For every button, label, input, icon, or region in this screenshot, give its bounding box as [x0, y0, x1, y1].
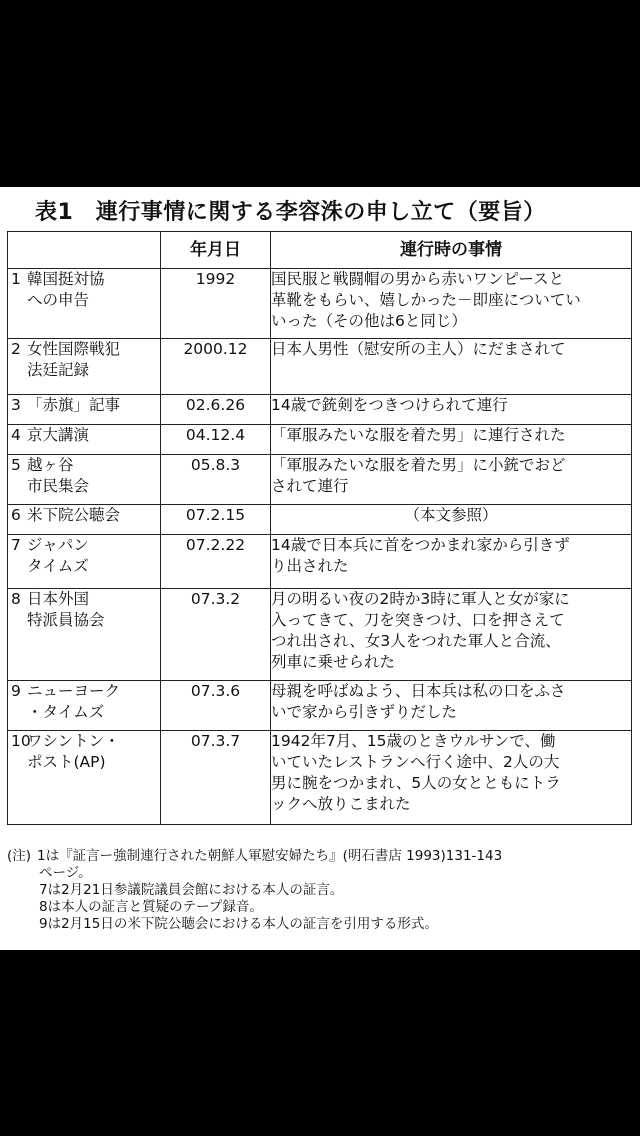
table-row	[8, 455, 632, 505]
cell-source	[8, 269, 161, 339]
cell-date: 1992	[161, 269, 271, 339]
row-number: 8	[11, 590, 21, 608]
row-number: 6	[11, 506, 21, 524]
cell-source	[8, 731, 161, 825]
source-name: ジャパン タイムズ	[27, 536, 89, 575]
document-page	[0, 187, 640, 950]
cell-date: 02.6.26	[161, 395, 271, 425]
cell-source	[8, 395, 161, 425]
table-row	[8, 731, 632, 825]
cell-source	[8, 505, 161, 535]
source-name: ニューヨーク ・タイムズ	[27, 682, 121, 721]
notes-label: (注)	[7, 848, 32, 864]
row-number: 10	[11, 732, 31, 750]
note-line: 1は『証言ー強制連行された朝鮮人軍慰安婦たち』(明石書店 1993)131-143	[37, 848, 503, 864]
cell-date: 2000.12	[161, 339, 271, 395]
cell-date: 07.2.22	[161, 535, 271, 589]
cell-source	[8, 425, 161, 455]
cell-source	[8, 681, 161, 731]
cell-date: 05.8.3	[161, 455, 271, 505]
table-row	[8, 395, 632, 425]
cell-date: 07.3.2	[161, 589, 271, 681]
cell-date: 07.3.6	[161, 681, 271, 731]
cell-source	[8, 339, 161, 395]
cell-source	[8, 589, 161, 681]
table-title: 表1 連行事情に関する李容洙の申し立て（要旨）	[35, 200, 546, 225]
table-header-row	[8, 232, 632, 269]
table-row	[8, 681, 632, 731]
header-circumstances: 連行時の事情	[271, 232, 632, 269]
cell-source	[8, 455, 161, 505]
source-name: 「赤旗」記事	[27, 396, 121, 414]
cell-circumstances: （本文参照）	[271, 505, 632, 535]
cell-circumstances: 14歳で日本兵に首をつかまれ家から引きず り出された	[271, 535, 632, 589]
source-name: 韓国挺対協 への申告	[27, 270, 105, 309]
source-name: 越ヶ谷 市民集会	[27, 456, 90, 495]
header-source	[8, 232, 161, 269]
cell-source	[8, 535, 161, 589]
note-line: 9は2月15日の米下院公聴会における本人の証言を引用する形式。	[39, 916, 438, 932]
table-row	[8, 339, 632, 395]
note-line: ページ。	[39, 865, 92, 881]
cell-circumstances: 国民服と戦闘帽の男から赤いワンピースと 革靴をもらい、嬉しかった－即座についてい いった（その他は6と同じ）	[271, 269, 632, 339]
table-row	[8, 269, 632, 339]
header-date: 年月日	[161, 232, 271, 269]
table-row	[8, 535, 632, 589]
cell-circumstances: 「軍服みたいな服を着た男」に連行された	[271, 425, 632, 455]
row-number: 3	[11, 396, 21, 414]
row-number: 1	[11, 270, 21, 288]
source-name: 米下院公聴会	[27, 506, 121, 524]
cell-date: 07.3.7	[161, 731, 271, 825]
table-row	[8, 425, 632, 455]
cell-circumstances: 母親を呼ばぬよう、日本兵は私の口をふさ いで家から引きずりだした	[271, 681, 632, 731]
row-number: 5	[11, 456, 21, 474]
notes-section	[7, 848, 635, 933]
cell-circumstances: 「軍服みたいな服を着た男」に小銃でおど されて連行	[271, 455, 632, 505]
source-name: 女性国際戦犯 法廷記録	[27, 340, 121, 379]
cell-circumstances: 月の明るい夜の2時か3時に軍人と女が家に 入ってきて、刀を突きつけ、口を押さえて つれ出され、女3人をつれた軍人と合流、 列車に乗せられた	[271, 589, 632, 681]
cell-circumstances: 日本人男性（慰安所の主人）にだまされて	[271, 339, 632, 395]
row-number: 9	[11, 682, 21, 700]
cell-date: 04.12.4	[161, 425, 271, 455]
cell-circumstances: 14歳で銃剣をつきつけられて連行	[271, 395, 632, 425]
table-body	[8, 269, 632, 825]
table-row	[8, 505, 632, 535]
testimony-table	[7, 231, 632, 825]
note-line: 8は本人の証言と質疑のテープ録音。	[39, 899, 263, 915]
cell-date: 07.2.15	[161, 505, 271, 535]
cell-circumstances: 1942年7月、15歳のときウルサンで、働 いていたレストランへ行く途中、2人の大 男に腕をつかまれ、5人の女とともにトラ ックへ放りこまれた	[271, 731, 632, 825]
source-name: ワシントン・ ポスト(AP)	[27, 732, 120, 771]
table-row	[8, 589, 632, 681]
source-name: 日本外国 特派員協会	[27, 590, 105, 629]
note-line: 7は2月21日参議院議員会館における本人の証言。	[39, 882, 344, 898]
row-number: 2	[11, 340, 21, 358]
row-number: 4	[11, 426, 21, 444]
row-number: 7	[11, 536, 21, 554]
source-name: 京大講演	[27, 426, 90, 444]
